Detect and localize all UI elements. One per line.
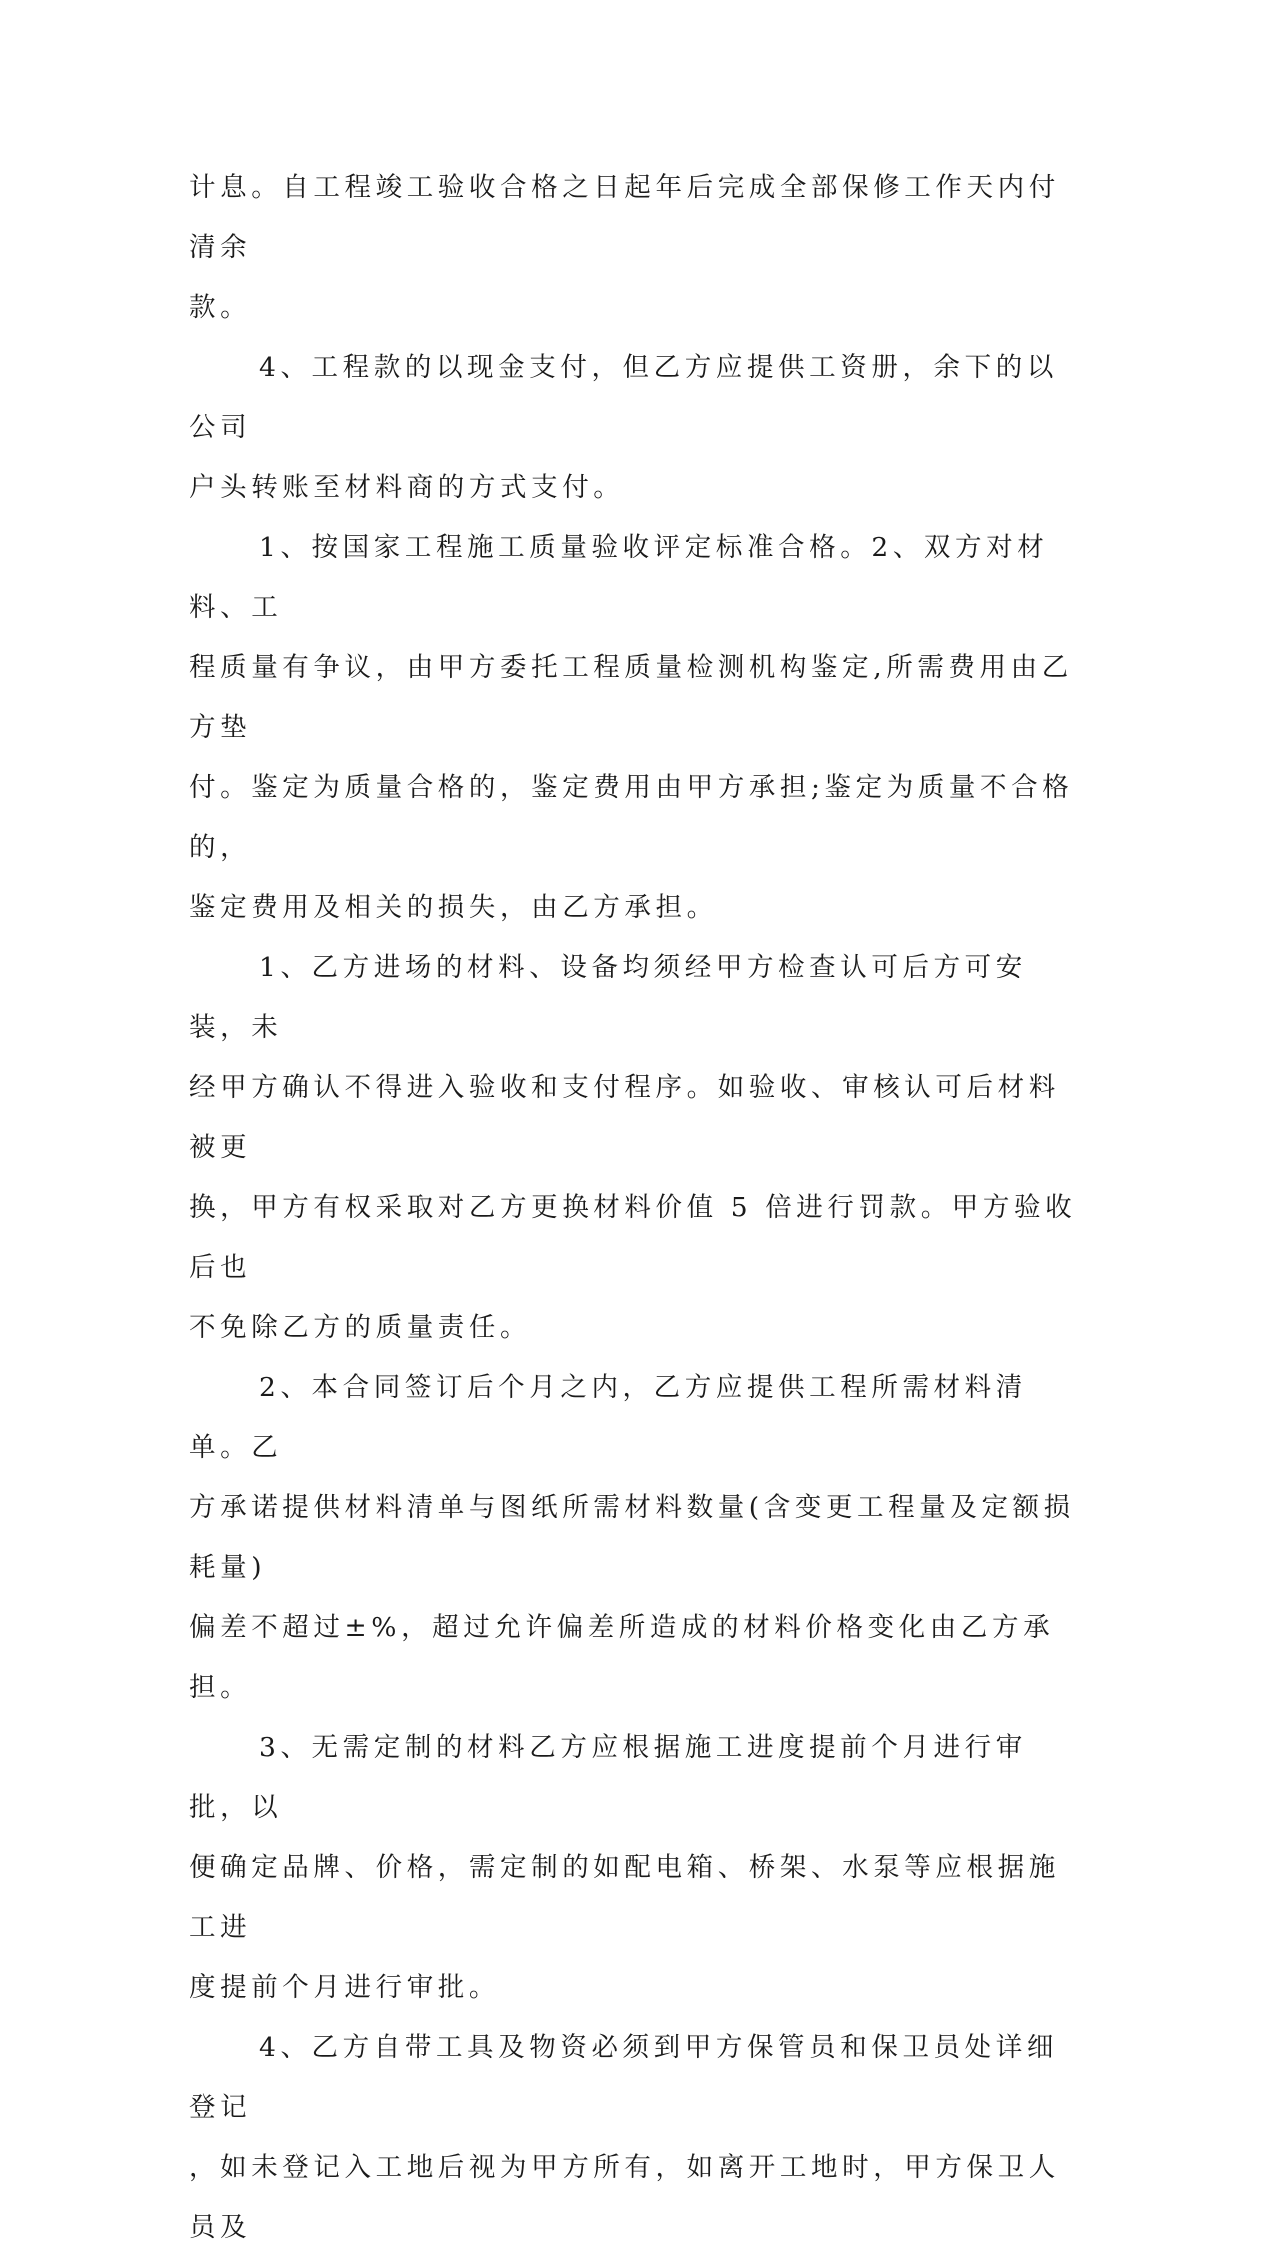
paragraph-material-inspection: 1、乙方进场的材料、设备均须经甲方检查认可后方可安装，未 经甲方确认不得进入验收和支付程序。如验收、审核认可后材料被更 换，甲方有权采取对乙方更换材料价值 5 倍进行罚款。甲方验收后也 不免除乙方的质量责任。: [189, 952, 1077, 1343]
paragraph-quality-standard: 1、按国家工程施工质量验收评定标准合格。2、双方对材料、工 程质量有争议，由甲方委托工程质量检测机构鉴定,所需费用由乙方垫 付。鉴定为质量合格的，鉴定费用由甲方承担;鉴定为质量不合格的， 鉴定费用及相关的损失，由乙方承担。: [189, 532, 1074, 923]
paragraph-tool-registration: 4、乙方自带工具及物资必须到甲方保管员和保卫员处详细登记 ，如未登记入工地后视为甲方所有，如离开工地时，甲方保卫人员及: [189, 2032, 1060, 2243]
paragraph-payment-balance: 计息。自工程竣工验收合格之日起年后完成全部保修工作天内付清余 款。: [189, 172, 1060, 323]
document-body: [189, 158, 1084, 2258]
paragraph-material-approval: 3、无需定制的材料乙方应根据施工进度提前个月进行审批，以 便确定品牌、价格，需定制的如配电箱、桥架、水泵等应根据施工进 度提前个月进行审批。: [189, 1732, 1060, 2003]
paragraph-payment-method: 4、工程款的以现金支付，但乙方应提供工资册，余下的以公司 户头转账至材料商的方式支付。: [189, 352, 1058, 503]
paragraph-material-list: 2、本合同签订后个月之内，乙方应提供工程所需材料清单。乙 方承诺提供材料清单与图纸所需材料数量(含变更工程量及定额损耗量) 偏差不超过±%，超过允许偏差所造成的材料价格变化由乙方承担。: [189, 1372, 1075, 1703]
